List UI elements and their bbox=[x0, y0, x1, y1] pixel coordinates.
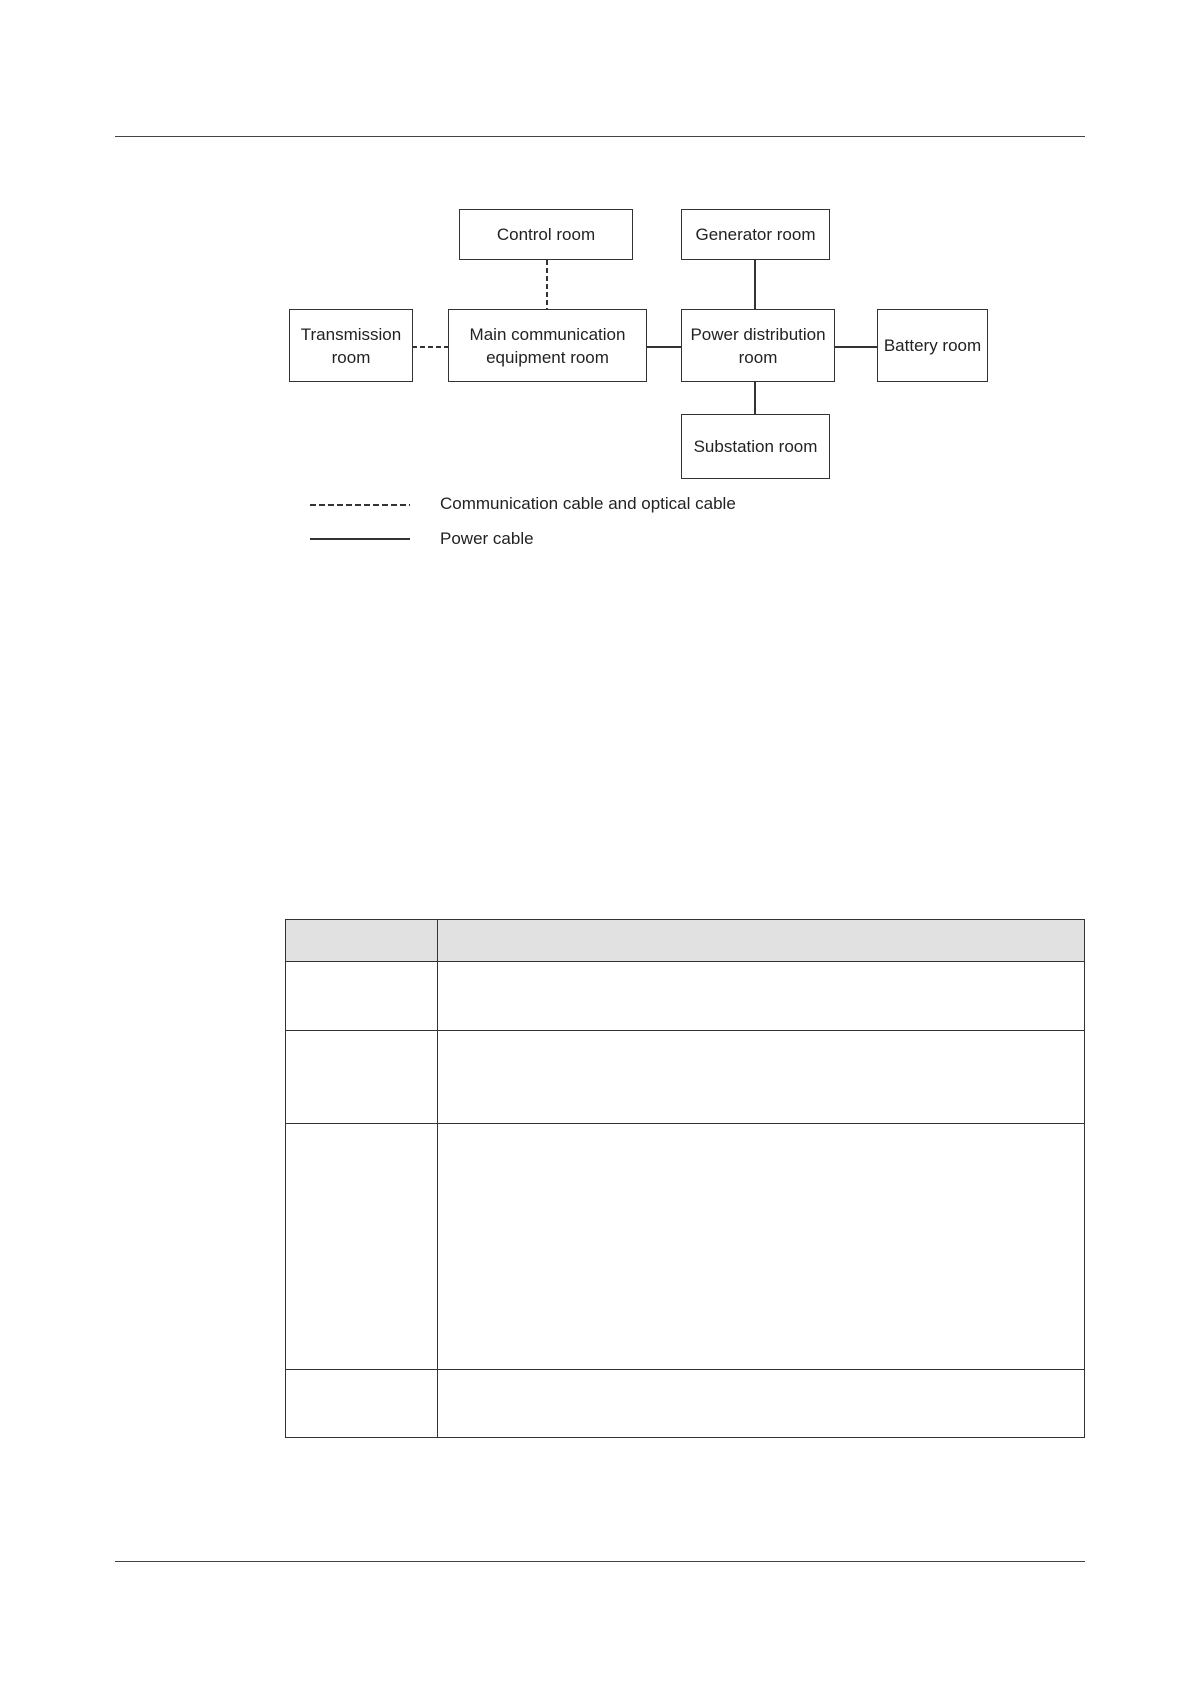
battery-room-label: Battery room bbox=[883, 336, 982, 355]
legend-power-label: Power cable bbox=[440, 529, 534, 548]
table-cell bbox=[286, 962, 438, 1031]
table-cell bbox=[286, 1031, 438, 1124]
legend-power-line bbox=[310, 537, 410, 541]
transmission-room-box bbox=[289, 309, 413, 382]
main-communication-room-label-line2: equipment room bbox=[486, 347, 609, 367]
main-communication-room-box bbox=[448, 309, 647, 382]
table-row bbox=[286, 1370, 1085, 1438]
table-header-cell bbox=[286, 920, 438, 962]
legend-communication-label: Communication cable and optical cable bbox=[440, 494, 736, 513]
table-cell bbox=[286, 1370, 438, 1438]
room-table bbox=[285, 919, 1085, 1438]
main-communication-room-label-line1: Main communication bbox=[469, 324, 626, 344]
battery-room-box bbox=[877, 309, 988, 382]
table-header-row bbox=[286, 920, 1085, 962]
substation-room-box bbox=[681, 414, 830, 479]
table-cell bbox=[438, 962, 1085, 1031]
connection-lines bbox=[0, 0, 1191, 560]
table-cell bbox=[438, 1124, 1085, 1370]
table-header-cell bbox=[438, 920, 1085, 962]
substation-room-label: Substation room bbox=[693, 437, 818, 456]
generator-room-label: Generator room bbox=[695, 225, 816, 244]
table-cell bbox=[286, 1124, 438, 1370]
table-cell bbox=[438, 1370, 1085, 1438]
power-distribution-room-label-line2: room bbox=[738, 347, 778, 367]
table-row bbox=[286, 1124, 1085, 1370]
generator-room-box bbox=[681, 209, 830, 260]
table-row bbox=[286, 962, 1085, 1031]
power-distribution-room-box bbox=[681, 309, 835, 382]
table-row bbox=[286, 1031, 1085, 1124]
table-cell bbox=[438, 1031, 1085, 1124]
legend-communication-line bbox=[310, 503, 410, 507]
control-room-label: Control room bbox=[496, 225, 596, 244]
power-distribution-room-label-line1: Power distribution bbox=[690, 324, 826, 344]
control-room-box bbox=[459, 209, 633, 260]
footer-rule bbox=[115, 1561, 1085, 1562]
transmission-room-label-line2: room bbox=[331, 347, 371, 367]
transmission-room-label-line1: Transmission bbox=[300, 324, 402, 344]
